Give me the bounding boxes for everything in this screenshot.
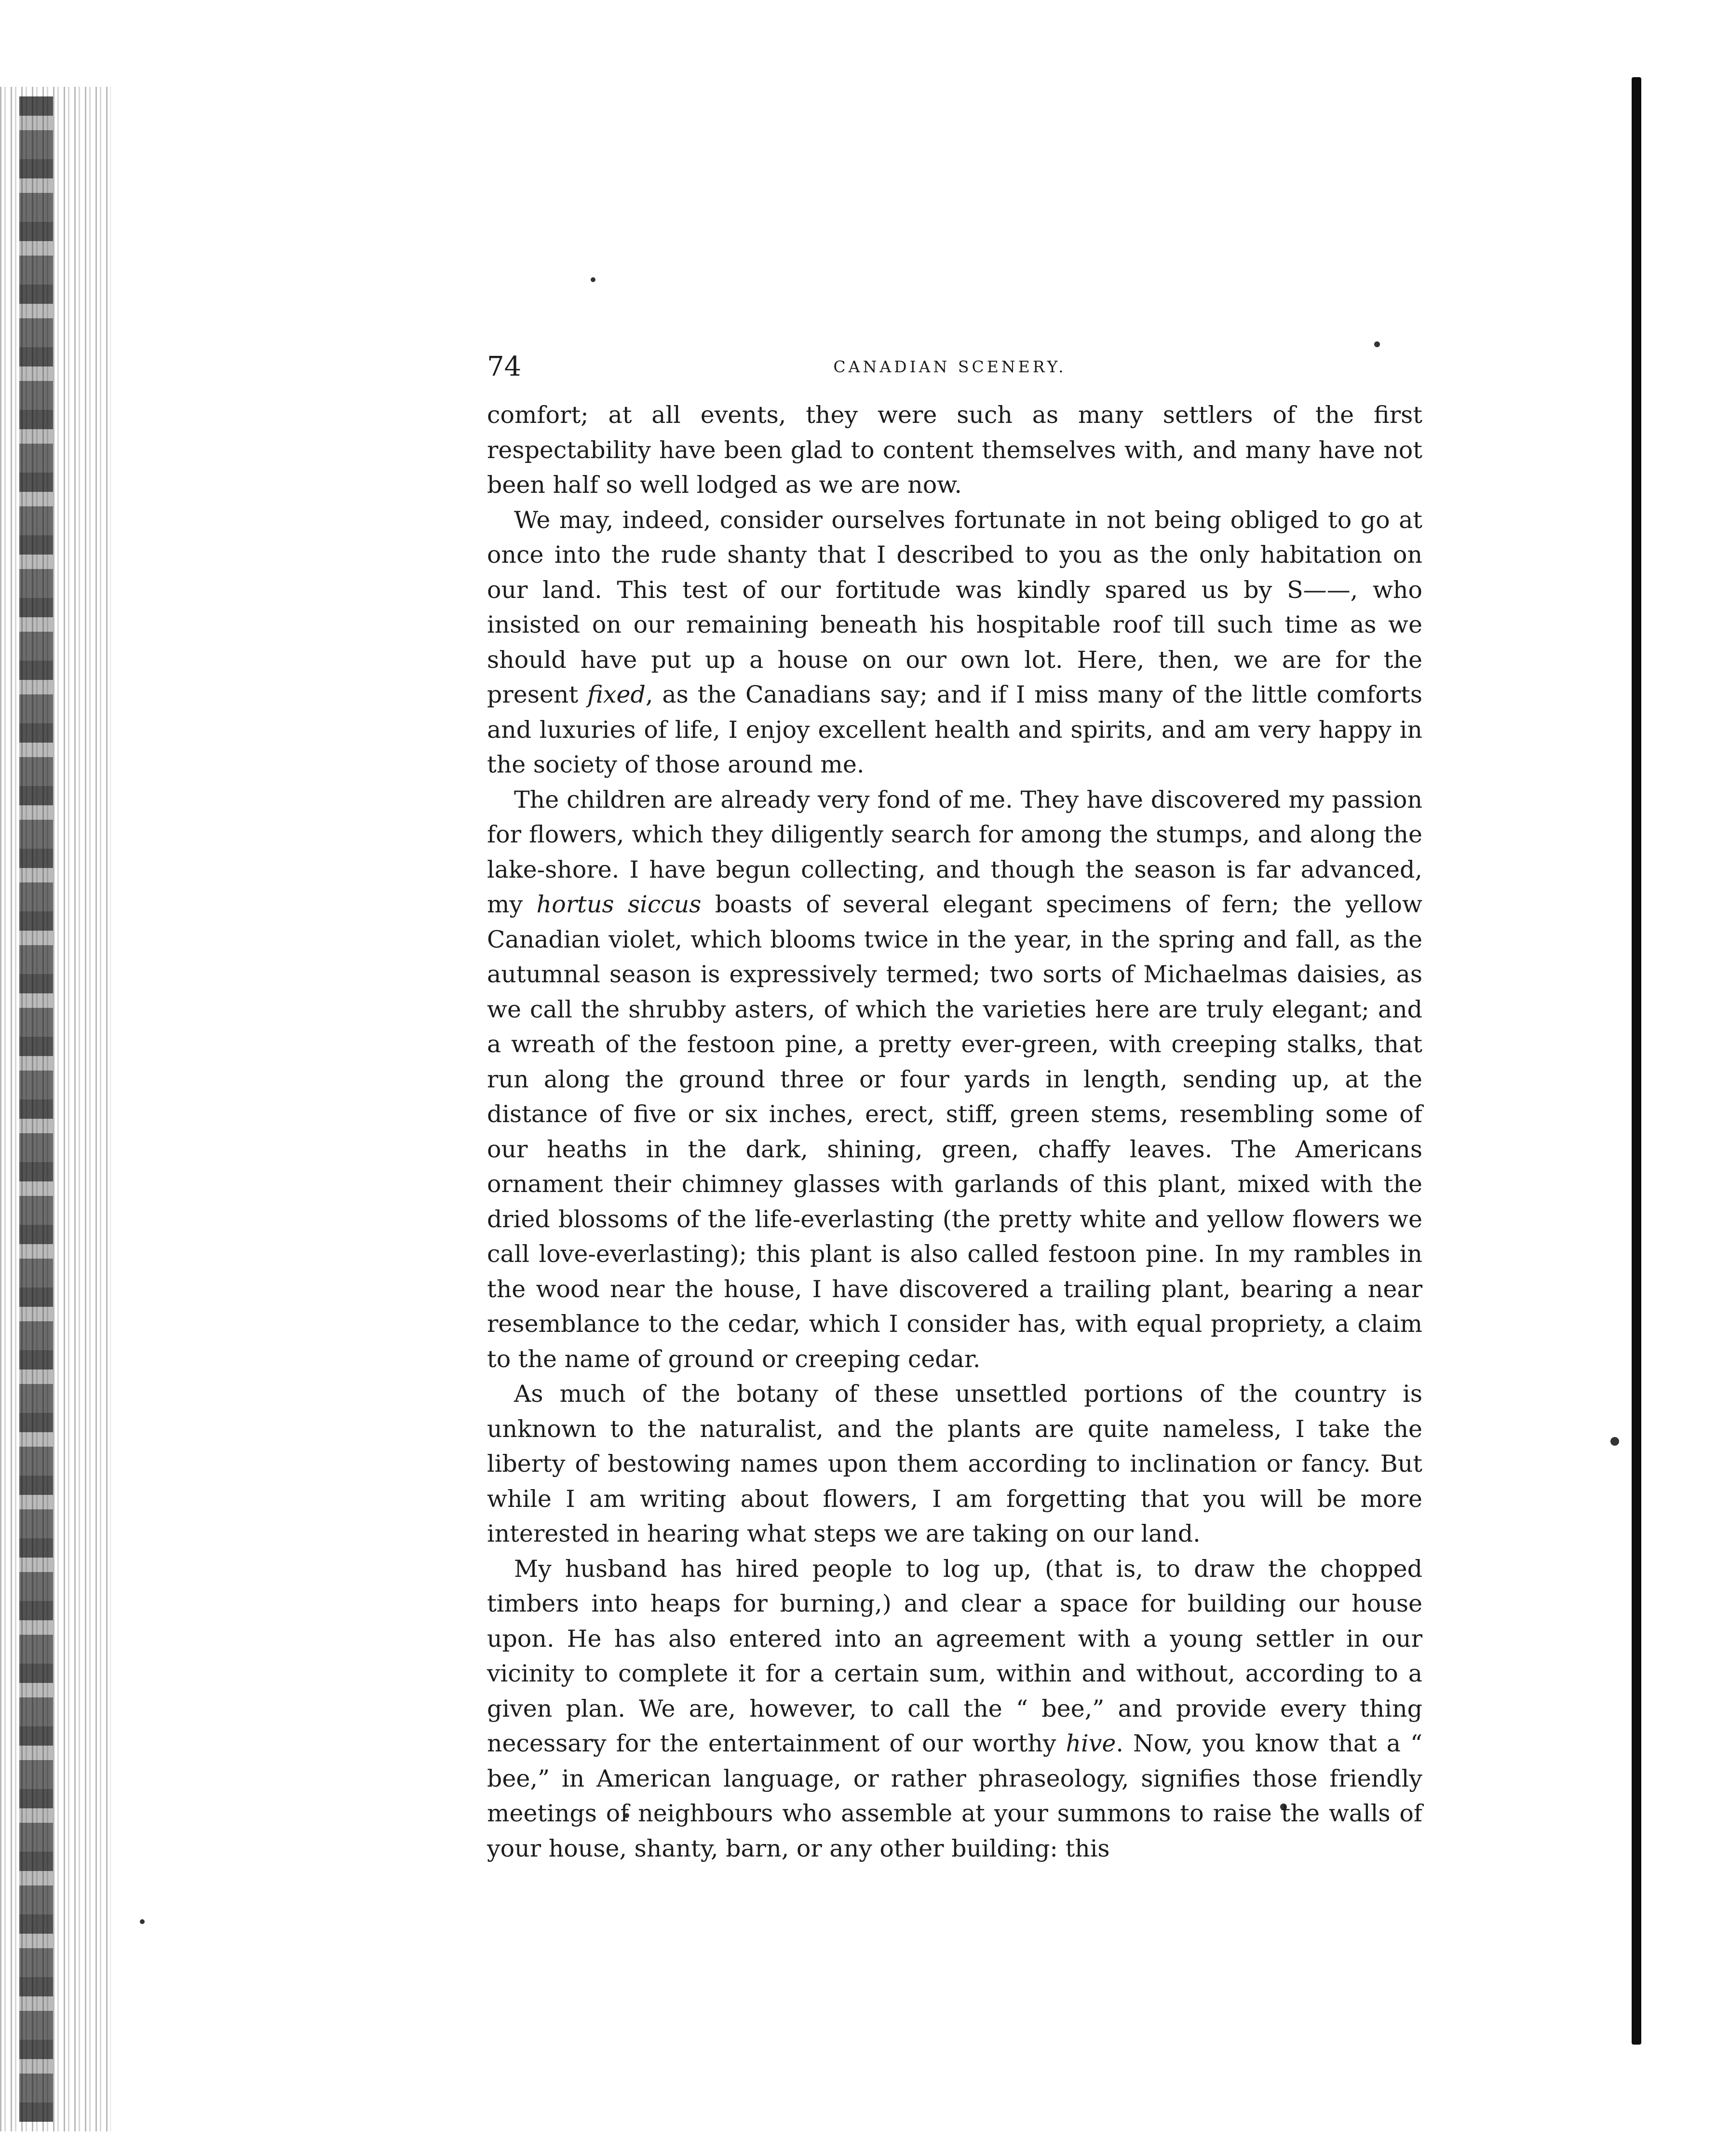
paragraph bbox=[487, 783, 1422, 1377]
text-run: My husband has hired people to log up, (that is, to draw the chopped timbers into heaps for burning,) and clear a space for building our house upon. He has also entered into an agreement with a young settler in our vicinity to complete it for a certain sum, within and without, according to a given plan. We are, however, to call the “ bee,” and provide every thing necessary for the entertainment of our worthy bbox=[487, 1555, 1422, 1757]
text-run: , as the Canadians say; and if I miss many of the little comforts and luxuries of life, I enjoy excellent health and spirits, and am very happy in the society of those around me. bbox=[487, 681, 1422, 778]
scan-speck bbox=[1610, 1437, 1619, 1446]
text-run: boasts of several elegant specimens of fern; the yellow Canadian violet, which blooms twice in the year, in the spring and fall, as the autumnal season is expressively termed; two sorts of Michaelmas daisies, as we call the shrubby asters, of which the varieties here are truly elegant; and a wreath of the festoon pine, a pretty ever-green, with creeping stalks, that run along the ground three or four yards in length, sending up, at the distance of five or six inches, erect, stiff, green stems, resembling some of our heaths in the dark, shining, green, chaffy leaves. The Americans ornament their chimney glasses with garlands of this plant, mixed with the dried blossoms of the life-everlasting (the pretty white and yellow flowers we call love-everlasting); this plant is also called festoon pine. In my rambles in the wood near the house, I have discovered a trailing plant, bearing a near resemblance to the cedar, which I consider has, with equal propriety, a claim to the name of ground or creeping cedar. bbox=[487, 891, 1422, 1373]
text-run: As much of the botany of these unsettled portions of the country is unknown to the naturalist, and the plants are quite nameless, I take the liberty of bestowing names upon them according to inclination or fancy. But while I am writing about flowers, I am forgetting that you will be more interested in hearing what steps we are taking on our land. bbox=[487, 1380, 1422, 1547]
text-run: comfort; at all events, they were such as many settlers of the first respectability have been glad to content themselves with, and many have not been half so well lodged as we are now. bbox=[487, 401, 1422, 499]
text-run: We may, indeed, consider ourselves fortunate in not being obliged to go at once into the rude shanty that I described to you as the only habitation on our land. This test of our fortitude was kindly spared us by S——, who insisted on our remaining beneath his hospitable roof till such time as we should have put up a house on our own lot. Here, then, we are for the present bbox=[487, 506, 1422, 708]
page-header bbox=[487, 345, 1413, 389]
running-head: CANADIAN SCENERY. bbox=[833, 357, 1067, 376]
italic-text: hive bbox=[1066, 1730, 1116, 1757]
paragraph bbox=[487, 1552, 1422, 1867]
paragraph bbox=[487, 398, 1422, 503]
italic-text: fixed bbox=[587, 681, 646, 708]
text-run: The children are already very fond of me. They have discovered my passion for flowers, which they diligently search for among the stumps, and along the lake-shore. I have begun collecting, and though the season is far advanced, my bbox=[487, 786, 1422, 918]
page-edge-bar bbox=[1632, 77, 1641, 2045]
text-run: . Now, you know that a “ bee,” in American language, or rather phraseology, signifies those friendly meetings of neighbours who assemble at your summons to raise the walls of your house, shanty, barn, or any other building: this bbox=[487, 1730, 1422, 1862]
paragraph bbox=[487, 1377, 1422, 1552]
page-binding-gutter bbox=[0, 87, 111, 2131]
italic-text: hortus siccus bbox=[536, 891, 702, 918]
scan-speck bbox=[140, 1919, 145, 1924]
body-text bbox=[487, 398, 1422, 1866]
paragraph bbox=[487, 503, 1422, 783]
page-number: 74 bbox=[487, 351, 522, 382]
scan-speck bbox=[591, 277, 595, 282]
page-binding-shadow bbox=[19, 96, 53, 2122]
